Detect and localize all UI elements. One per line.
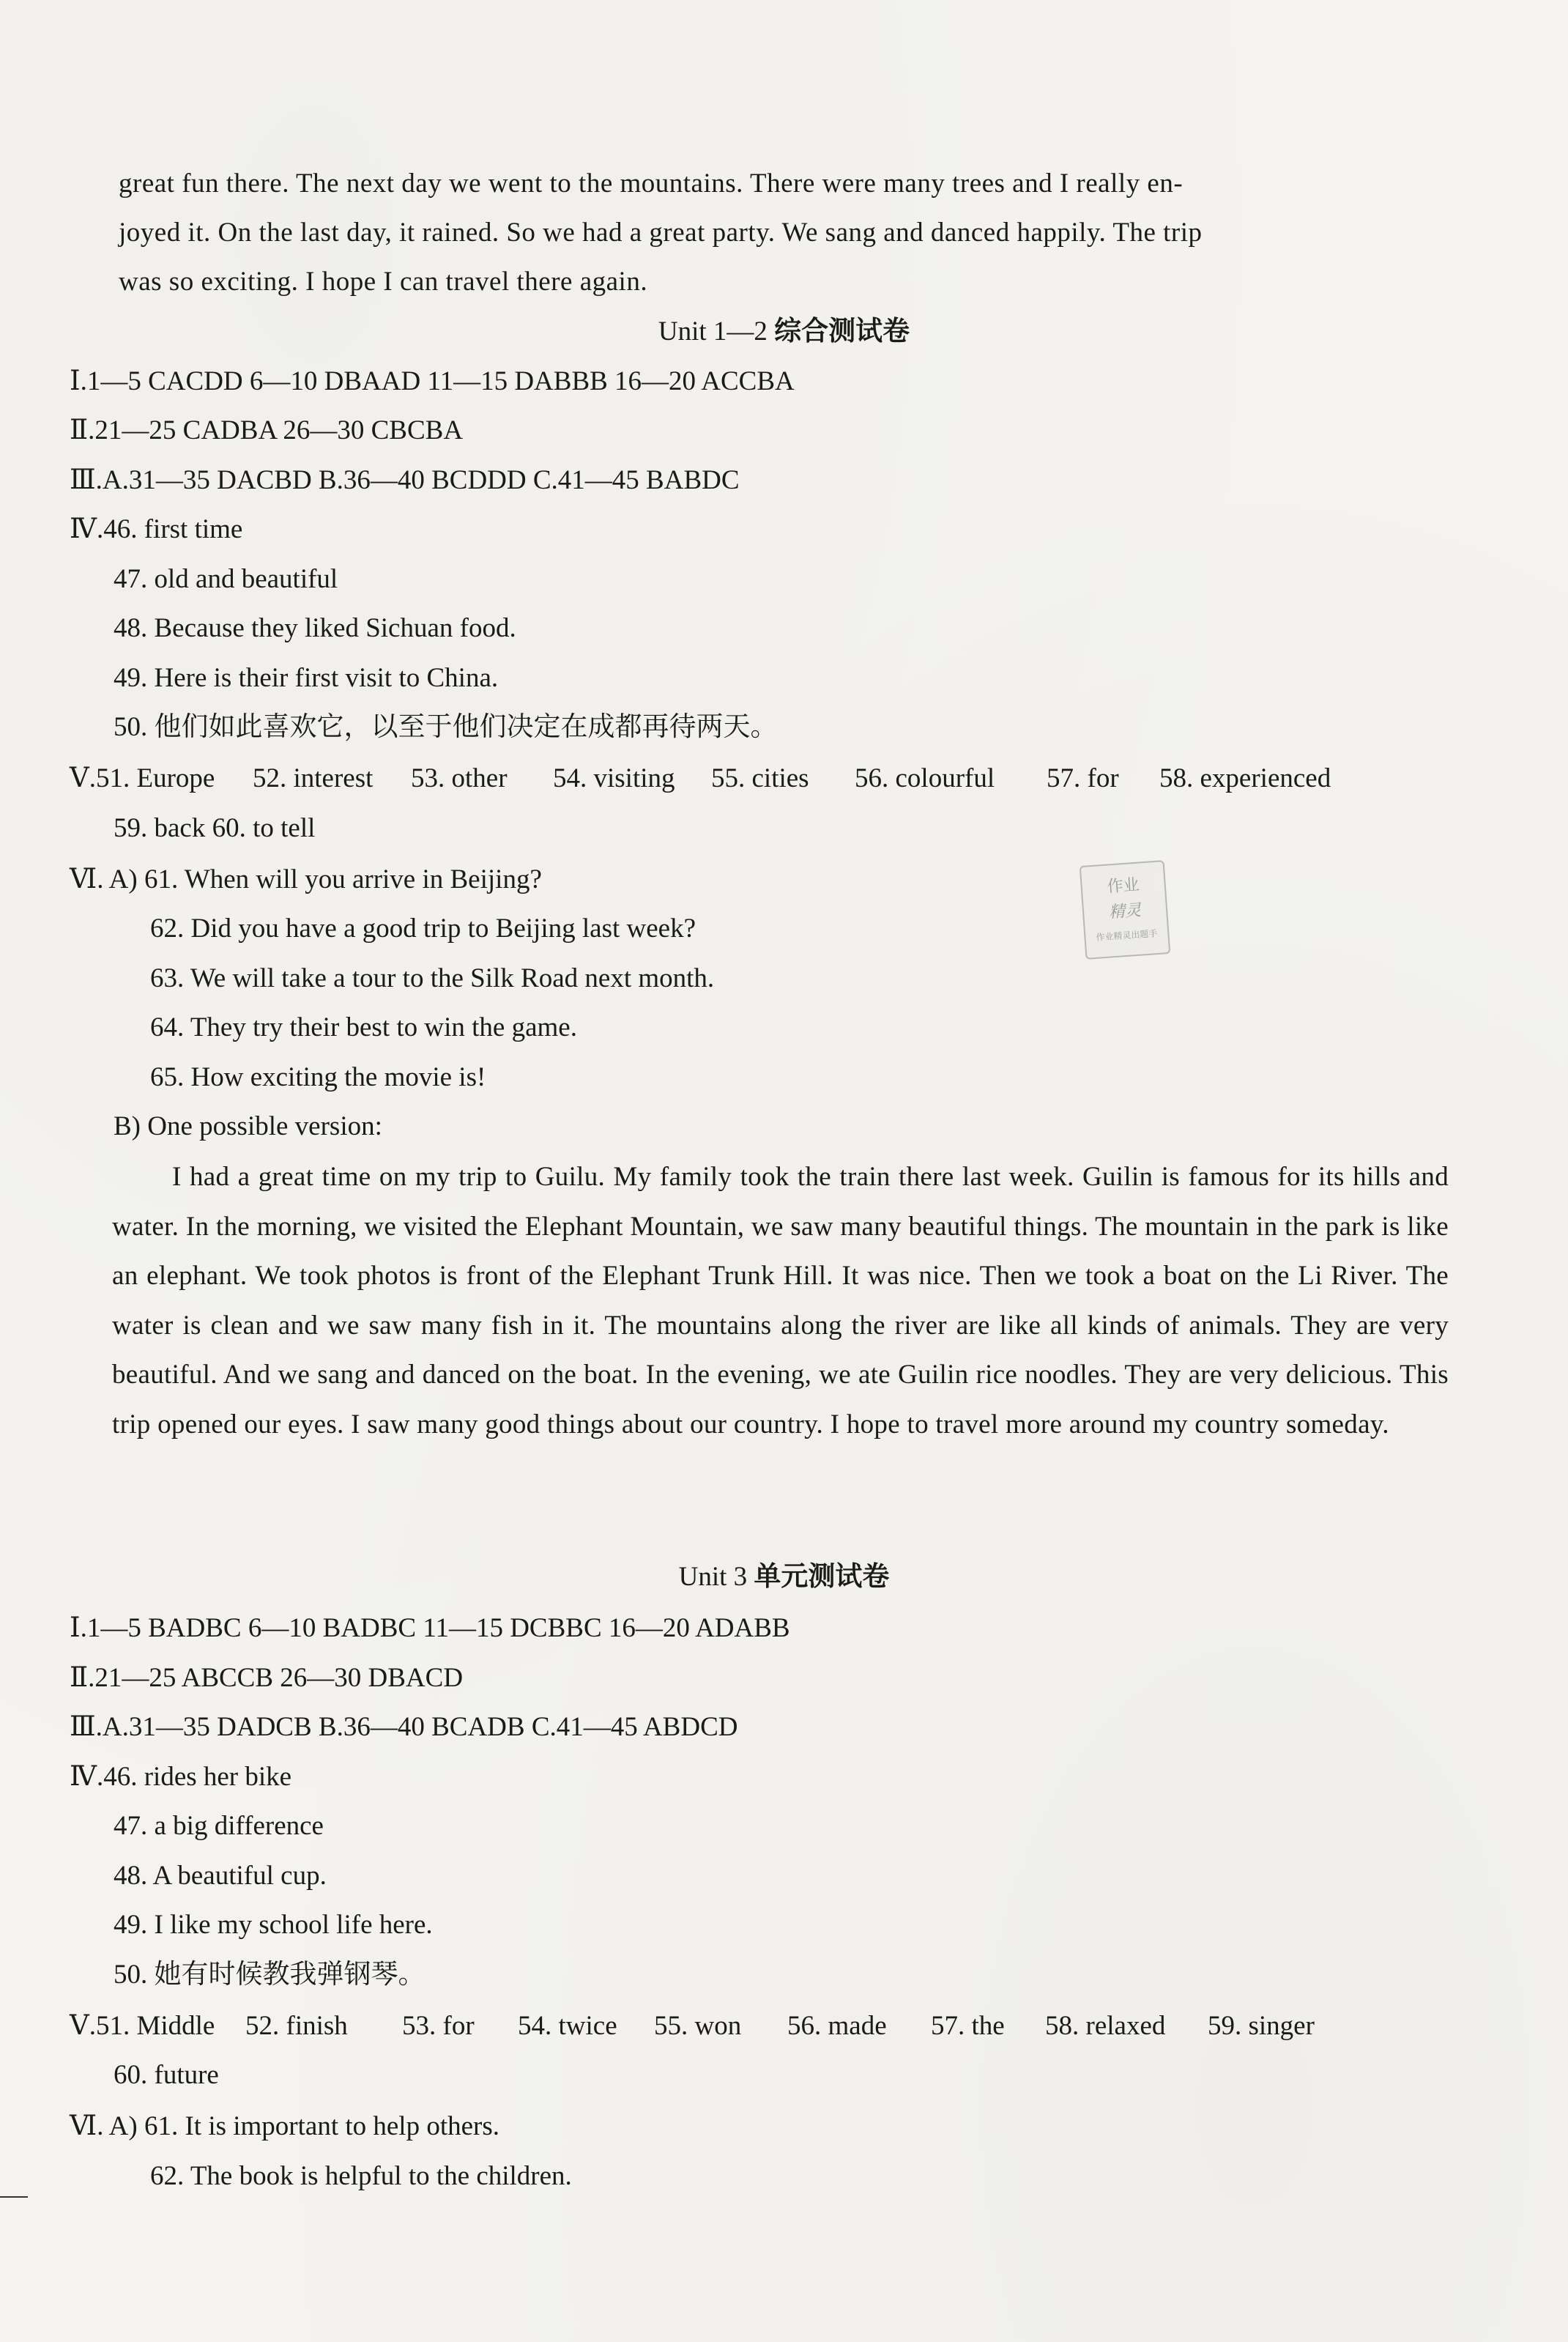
page-edge-mark xyxy=(0,2196,28,2198)
unit12-section-4-49: 49. Here is their first visit to China. xyxy=(114,663,499,693)
unit12-section-6-65: 65. How exciting the movie is! xyxy=(150,1062,486,1092)
answer-52: 52. finish xyxy=(245,2011,348,2041)
unit3-section-4-50: 50. 她有时候教我弹钢琴。 xyxy=(114,1960,426,1990)
unit12-section-2: Ⅱ.21—25 CADBA 26—30 CBCBA xyxy=(70,415,464,445)
unit12-section-5-row-2: 59. back 60. to tell xyxy=(114,813,316,843)
stamp-line-2: 精灵 xyxy=(1108,901,1142,922)
unit3-title-cn: 单元测试卷 xyxy=(754,1562,890,1592)
answer-58: 58. relaxed xyxy=(1045,2011,1166,2041)
answer-56: 56. colourful xyxy=(855,763,995,793)
intro-line-3: was so exciting. I hope I can travel there again. xyxy=(119,267,648,297)
unit12-section-6-b-label: B) One possible version: xyxy=(114,1111,382,1141)
homework-sprite-stamp xyxy=(1080,860,1171,960)
unit3-section-4-48: 48. A beautiful cup. xyxy=(114,1861,327,1891)
unit12-section-6-61: Ⅵ. A) 61. When will you arrive in Beijing? xyxy=(70,864,542,894)
answer-57: 57. the xyxy=(931,2011,1005,2041)
unit3-section-5-row-2: 60. future xyxy=(114,2060,219,2090)
unit12-section-1: Ⅰ.1—5 CACDD 6—10 DBAAD 11—15 DABBB 16—20 ACCBA xyxy=(70,366,795,396)
answer-55: 55. won xyxy=(654,2011,742,2041)
stamp-line-3: 作业精灵出题手 xyxy=(1096,928,1158,943)
unit3-section-2: Ⅱ.21—25 ABCCB 26—30 DBACD xyxy=(70,1663,464,1693)
answer-55: 55. cities xyxy=(711,763,809,793)
answer-54: 54. visiting xyxy=(553,763,675,793)
answer-57: 57. for xyxy=(1047,763,1119,793)
unit12-section-6-64: 64. They try their best to win the game. xyxy=(150,1012,577,1042)
answer-54: 54. twice xyxy=(518,2011,617,2041)
answer-56: 56. made xyxy=(787,2011,887,2041)
stamp-line-1: 作业 xyxy=(1106,875,1140,897)
unit3-section-4-46: Ⅳ.46. rides her bike xyxy=(70,1762,292,1792)
answer-53: 53. for xyxy=(402,2011,475,2041)
unit3-section-3: Ⅲ.A.31—35 DADCB B.36—40 BCADB C.41—45 ABDCD xyxy=(70,1712,738,1742)
unit12-section-4-46: Ⅳ.46. first time xyxy=(70,514,243,544)
answer-53: 53. other xyxy=(411,763,508,793)
sample-essay: I had a great time on my trip to Guilu. My family took the train there last week. Guilin is famous for its hills and water. In the morning, we visited the Elephant Mountain, we saw many beautiful things. The mountain in the park is like an elephant. We took photos is front of the Elephant Trunk Hill. It was nice. Then we took a boat on the Li River. The water is clean and we saw many fish in it. The mountains along the river are like all kinds of animals. They are very beautiful. And we sang and danced on the boat. In the evening, we ate Guilin rice noodles. They are very delicious. This trip opened our eyes. I saw many good things about our country. I hope to travel more around my country someday. xyxy=(112,1162,1449,1439)
answer-51: Ⅴ.51. Middle xyxy=(70,2011,215,2041)
unit3-heading xyxy=(0,1560,1568,1594)
unit3-section-4-49: 49. I like my school life here. xyxy=(114,1910,433,1940)
unit3-section-6-62: 62. The book is helpful to the children. xyxy=(150,2161,572,2191)
unit12-section-5-row-1 xyxy=(70,762,1331,796)
unit3-section-6-61: Ⅵ. A) 61. It is important to help others. xyxy=(70,2111,500,2141)
unit12-section-3: Ⅲ.A.31—35 DACBD B.36—40 BCDDD C.41—45 BABDC xyxy=(70,465,740,495)
unit12-section-4-50: 50. 他们如此喜欢它，以至于他们决定在成都再待两天。 xyxy=(114,712,778,742)
unit12-section-4-47: 47. old and beautiful xyxy=(114,564,338,594)
unit12-section-6-63: 63. We will take a tour to the Silk Road next month. xyxy=(150,963,715,993)
answer-52: 52. interest xyxy=(253,763,374,793)
unit3-section-5-row-1 xyxy=(70,2009,1315,2043)
answer-58: 58. experienced xyxy=(1159,763,1331,793)
unit3-title-en: Unit 3 xyxy=(678,1562,754,1592)
unit12-heading xyxy=(0,315,1568,349)
answer-51: Ⅴ.51. Europe xyxy=(70,763,215,793)
intro-line-2: joyed it. On the last day, it rained. So we had a great party. We sang and danced happily. The trip xyxy=(119,218,1203,248)
unit12-title-en: Unit 1—2 xyxy=(658,316,775,347)
unit12-title-cn: 综合测试卷 xyxy=(774,316,910,347)
unit12-section-6-62: 62. Did you have a good trip to Beijing last week? xyxy=(150,914,696,944)
unit3-section-1: Ⅰ.1—5 BADBC 6—10 BADBC 11—15 DCBBC 16—20 ADABB xyxy=(70,1613,790,1643)
answer-59: 59. singer xyxy=(1208,2011,1315,2041)
intro-line-1: great fun there. The next day we went to the mountains. There were many trees and I really en- xyxy=(119,168,1184,199)
unit3-section-4-47: 47. a big difference xyxy=(114,1811,324,1841)
unit12-section-4-48: 48. Because they liked Sichuan food. xyxy=(114,613,516,643)
